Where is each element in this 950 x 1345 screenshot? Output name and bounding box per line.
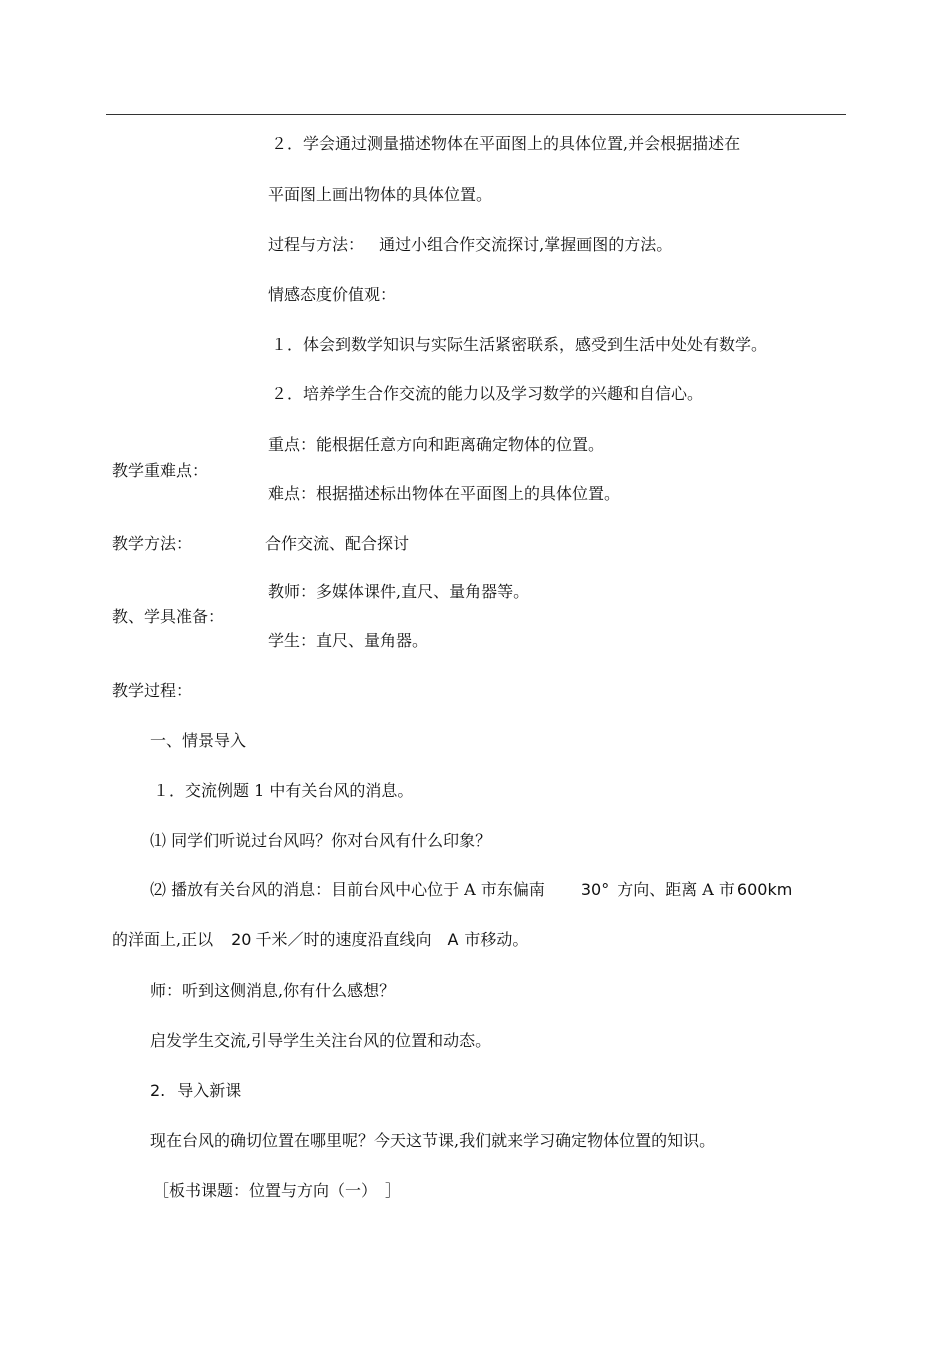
q2-line2-a: 的洋面上,正以: [112, 930, 214, 949]
objective-item2-line1: ２．学会通过测量描述物体在平面图上的具体位置,并会根据描述在: [271, 134, 741, 153]
q2-part-c: 方向、距离 A 市: [617, 880, 735, 899]
emotion-label: 情感态度价值观：: [268, 285, 397, 304]
emotion-item2: ２．培养学生合作交流的能力以及学习数学的兴趣和自信心。: [271, 384, 704, 403]
objective-item2-line2: 平面图上画出物体的具体位置。: [268, 185, 493, 204]
q2-line2-c: 千米／时的速度沿直线向: [255, 930, 432, 949]
tools-teacher: 教师：多媒体课件,直尺、量角器等。: [268, 582, 530, 601]
question-2-line2: [112, 929, 528, 951]
intro-text: 现在台风的确切位置在哪里呢？今天这节课,我们就来学习确定物体位置的知识。: [150, 1131, 716, 1150]
question-2-line1: [150, 879, 792, 901]
guide-text: 启发学生交流,引导学生关注台风的位置和动态。: [150, 1031, 492, 1050]
tools-label: 教、学具准备：: [112, 607, 225, 626]
process-method-label: 过程与方法：: [268, 235, 365, 254]
q2-speed: 20: [231, 930, 252, 949]
board-title: ［板书课题：位置与方向（一） ］: [153, 1181, 402, 1200]
process-label: 教学过程：: [112, 681, 193, 700]
method-text: 合作交流、配合探讨: [265, 534, 410, 553]
key-points-label: 教学重难点：: [112, 461, 209, 480]
q2-part-a: ⑵ 播放有关台风的消息：目前台风中心位于 A 市东偏南: [150, 880, 545, 899]
difficult-point: 难点：根据描述标出物体在平面图上的具体位置。: [268, 484, 621, 503]
process-method-line: [268, 234, 672, 256]
step-2-text: 导入新课: [177, 1081, 242, 1100]
method-label: 教学方法：: [112, 534, 193, 553]
process-method-text: 通过小组合作交流探讨,掌握画图的方法。: [379, 235, 673, 254]
q2-city: A: [447, 930, 459, 949]
q2-angle: 30°: [580, 880, 610, 899]
emotion-item1: １．体会到数学知识与实际生活紧密联系，感受到生活中处处有数学。: [271, 335, 768, 354]
step-1: １．交流例题 1 中有关台风的消息。: [153, 781, 414, 800]
header-rule: [106, 114, 846, 115]
q2-distance: 600km: [736, 880, 793, 899]
step-2-number: 2.: [150, 1081, 166, 1100]
section-heading-1: 一、情景导入: [150, 731, 247, 750]
teacher-question: 师：听到这侧消息,你有什么感想？: [150, 981, 396, 1000]
question-1: ⑴ 同学们听说过台风吗？你对台风有什么印象？: [150, 831, 492, 850]
step-2: [150, 1080, 241, 1102]
key-point: 重点：能根据任意方向和距离确定物体的位置。: [268, 435, 605, 454]
q2-line2-e: 市移动。: [464, 930, 529, 949]
tools-student: 学生：直尺、量角器。: [268, 631, 429, 650]
